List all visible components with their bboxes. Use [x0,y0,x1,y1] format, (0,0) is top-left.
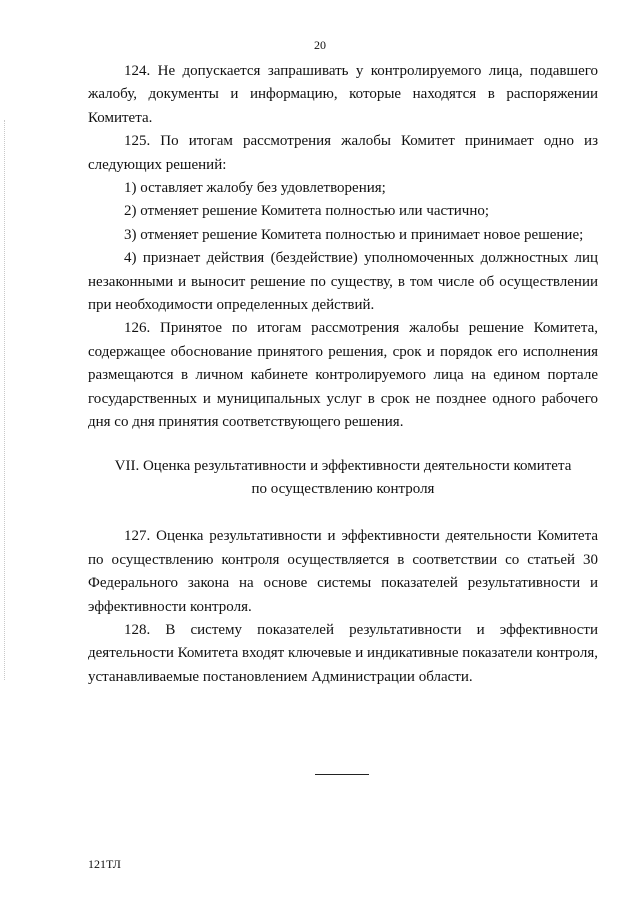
paragraph-128: 128. В систему показателей результативности и эффективности деятельности Комитета входят ключевые и индикативные показатели контроля, устанавливаемые постановлением Администрации области. [88,621,598,685]
paragraph-124: 124. Не допускается запрашивать у контролируемого лица, подавшего жалобу, документы и информацию, которые находятся в распоряжении Комитета. [88,63,598,126]
document-body [88,60,598,689]
list-item-4: 4) признает действия (бездействие) уполномоченных должностных лиц незаконными и выносит решение по существу, в том числе об осуществлении при необходимости определенных действий. [88,250,598,314]
document-code: 121ТЛ [88,857,121,871]
list-item-1: 1) оставляет жалобу без удовлетворения; [124,180,386,197]
list-item-2: 2) отменяет решение Комитета полностью или частично; [124,203,490,220]
section-heading-line1: VII. Оценка результативности и эффективности деятельности комитета [114,457,572,474]
section-heading-line2: по осуществлению контроля [251,480,435,497]
spacer [88,501,598,525]
page-number: 20 [314,38,326,52]
paragraph-127: 127. Оценка результативности и эффективности деятельности Комитета по осуществлению контроля осуществляется в соответствии со статьей 30 Федерального закона на основе системы показателей результативности и эффективности контроля. [88,528,598,615]
spacer [88,435,598,455]
paragraph-126: 126. Принятое по итогам рассмотрения жалобы решение Комитета, содержащее обоснование принятого решения, срок и порядок его исполнения размещаются в личном кабинете контролируемого лица на едином портале государственных и муниципальных услуг в срок не позднее одного рабочего дня со дня принятия соответствующего решения. [88,320,598,431]
paragraph-125: 125. По итогам рассмотрения жалобы Комитет принимает одно из следующих решений: [88,133,598,173]
list-item-3: 3) отменяет решение Комитета полностью и принимает новое решение; [124,226,584,243]
closing-divider [315,774,369,775]
scan-edge-marks [4,120,7,680]
